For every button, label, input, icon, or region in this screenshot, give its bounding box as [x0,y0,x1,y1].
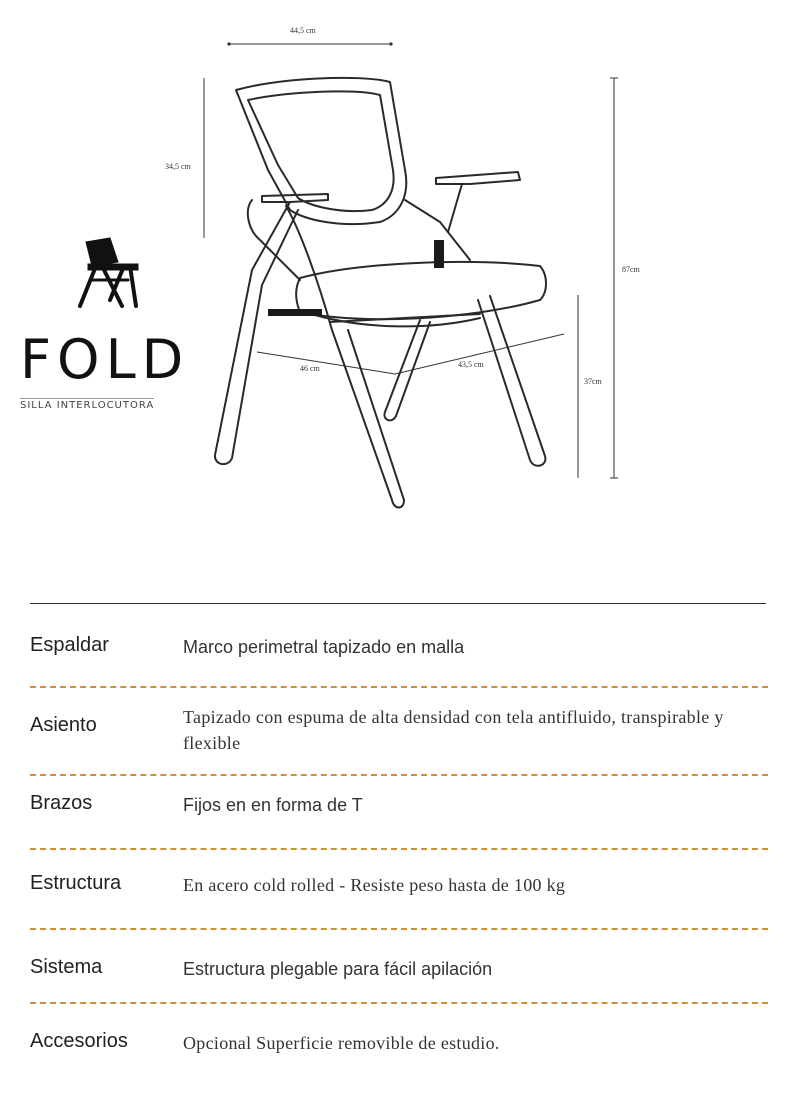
dim-label-seat-depth: 43,5 cm [458,360,484,369]
spec-value: Opcional Superficie removible de estudio. [183,1033,500,1053]
dim-label-seat-width: 46 cm [300,364,320,373]
spec-label: Espaldar [30,634,109,656]
dimension-total-height [610,78,641,478]
spec-divider [30,1002,768,1004]
dim-label-backrest-height: 34,5 cm [165,162,191,171]
dim-label-seat-height: 37cm [584,377,602,386]
folding-handle [268,309,322,316]
dim-label-top-width: 44,5 cm [290,26,316,35]
brand-tagline: SILLA INTERLOCUTORA [20,400,155,411]
dimension-seat-diagonals [257,334,564,374]
spec-value: Fijos en en forma de T [183,795,363,815]
dimension-top-width [227,26,392,46]
lock-lever [434,240,444,268]
specs-top-rule [30,603,766,604]
dimension-seat-height [578,295,603,478]
brand-logo: FOLD [20,328,190,391]
spec-value: Marco perimetral tapizado en malla [183,637,465,657]
spec-value: Tapizado con espuma de alta densidad con tela antifluido, transpirable y flexible [183,707,724,753]
chair-logo-icon [80,238,138,306]
spec-divider [30,774,768,776]
spec-label: Sistema [30,956,103,978]
spec-label: Brazos [30,792,93,814]
spec-label: Estructura [30,872,122,894]
spec-value: En acero cold rolled - Resiste peso hasta de 100 kg [183,875,566,895]
spec-value: Estructura plegable para fácil apilación [183,959,493,979]
spec-label: Asiento [30,714,97,736]
chair-outline [215,78,546,508]
dim-label-total-height: 87cm [622,265,640,274]
spec-divider [30,686,768,688]
spec-divider [30,928,768,930]
dimension-backrest-height [165,78,204,238]
spec-divider [30,848,768,850]
spec-label: Accesorios [30,1030,128,1052]
